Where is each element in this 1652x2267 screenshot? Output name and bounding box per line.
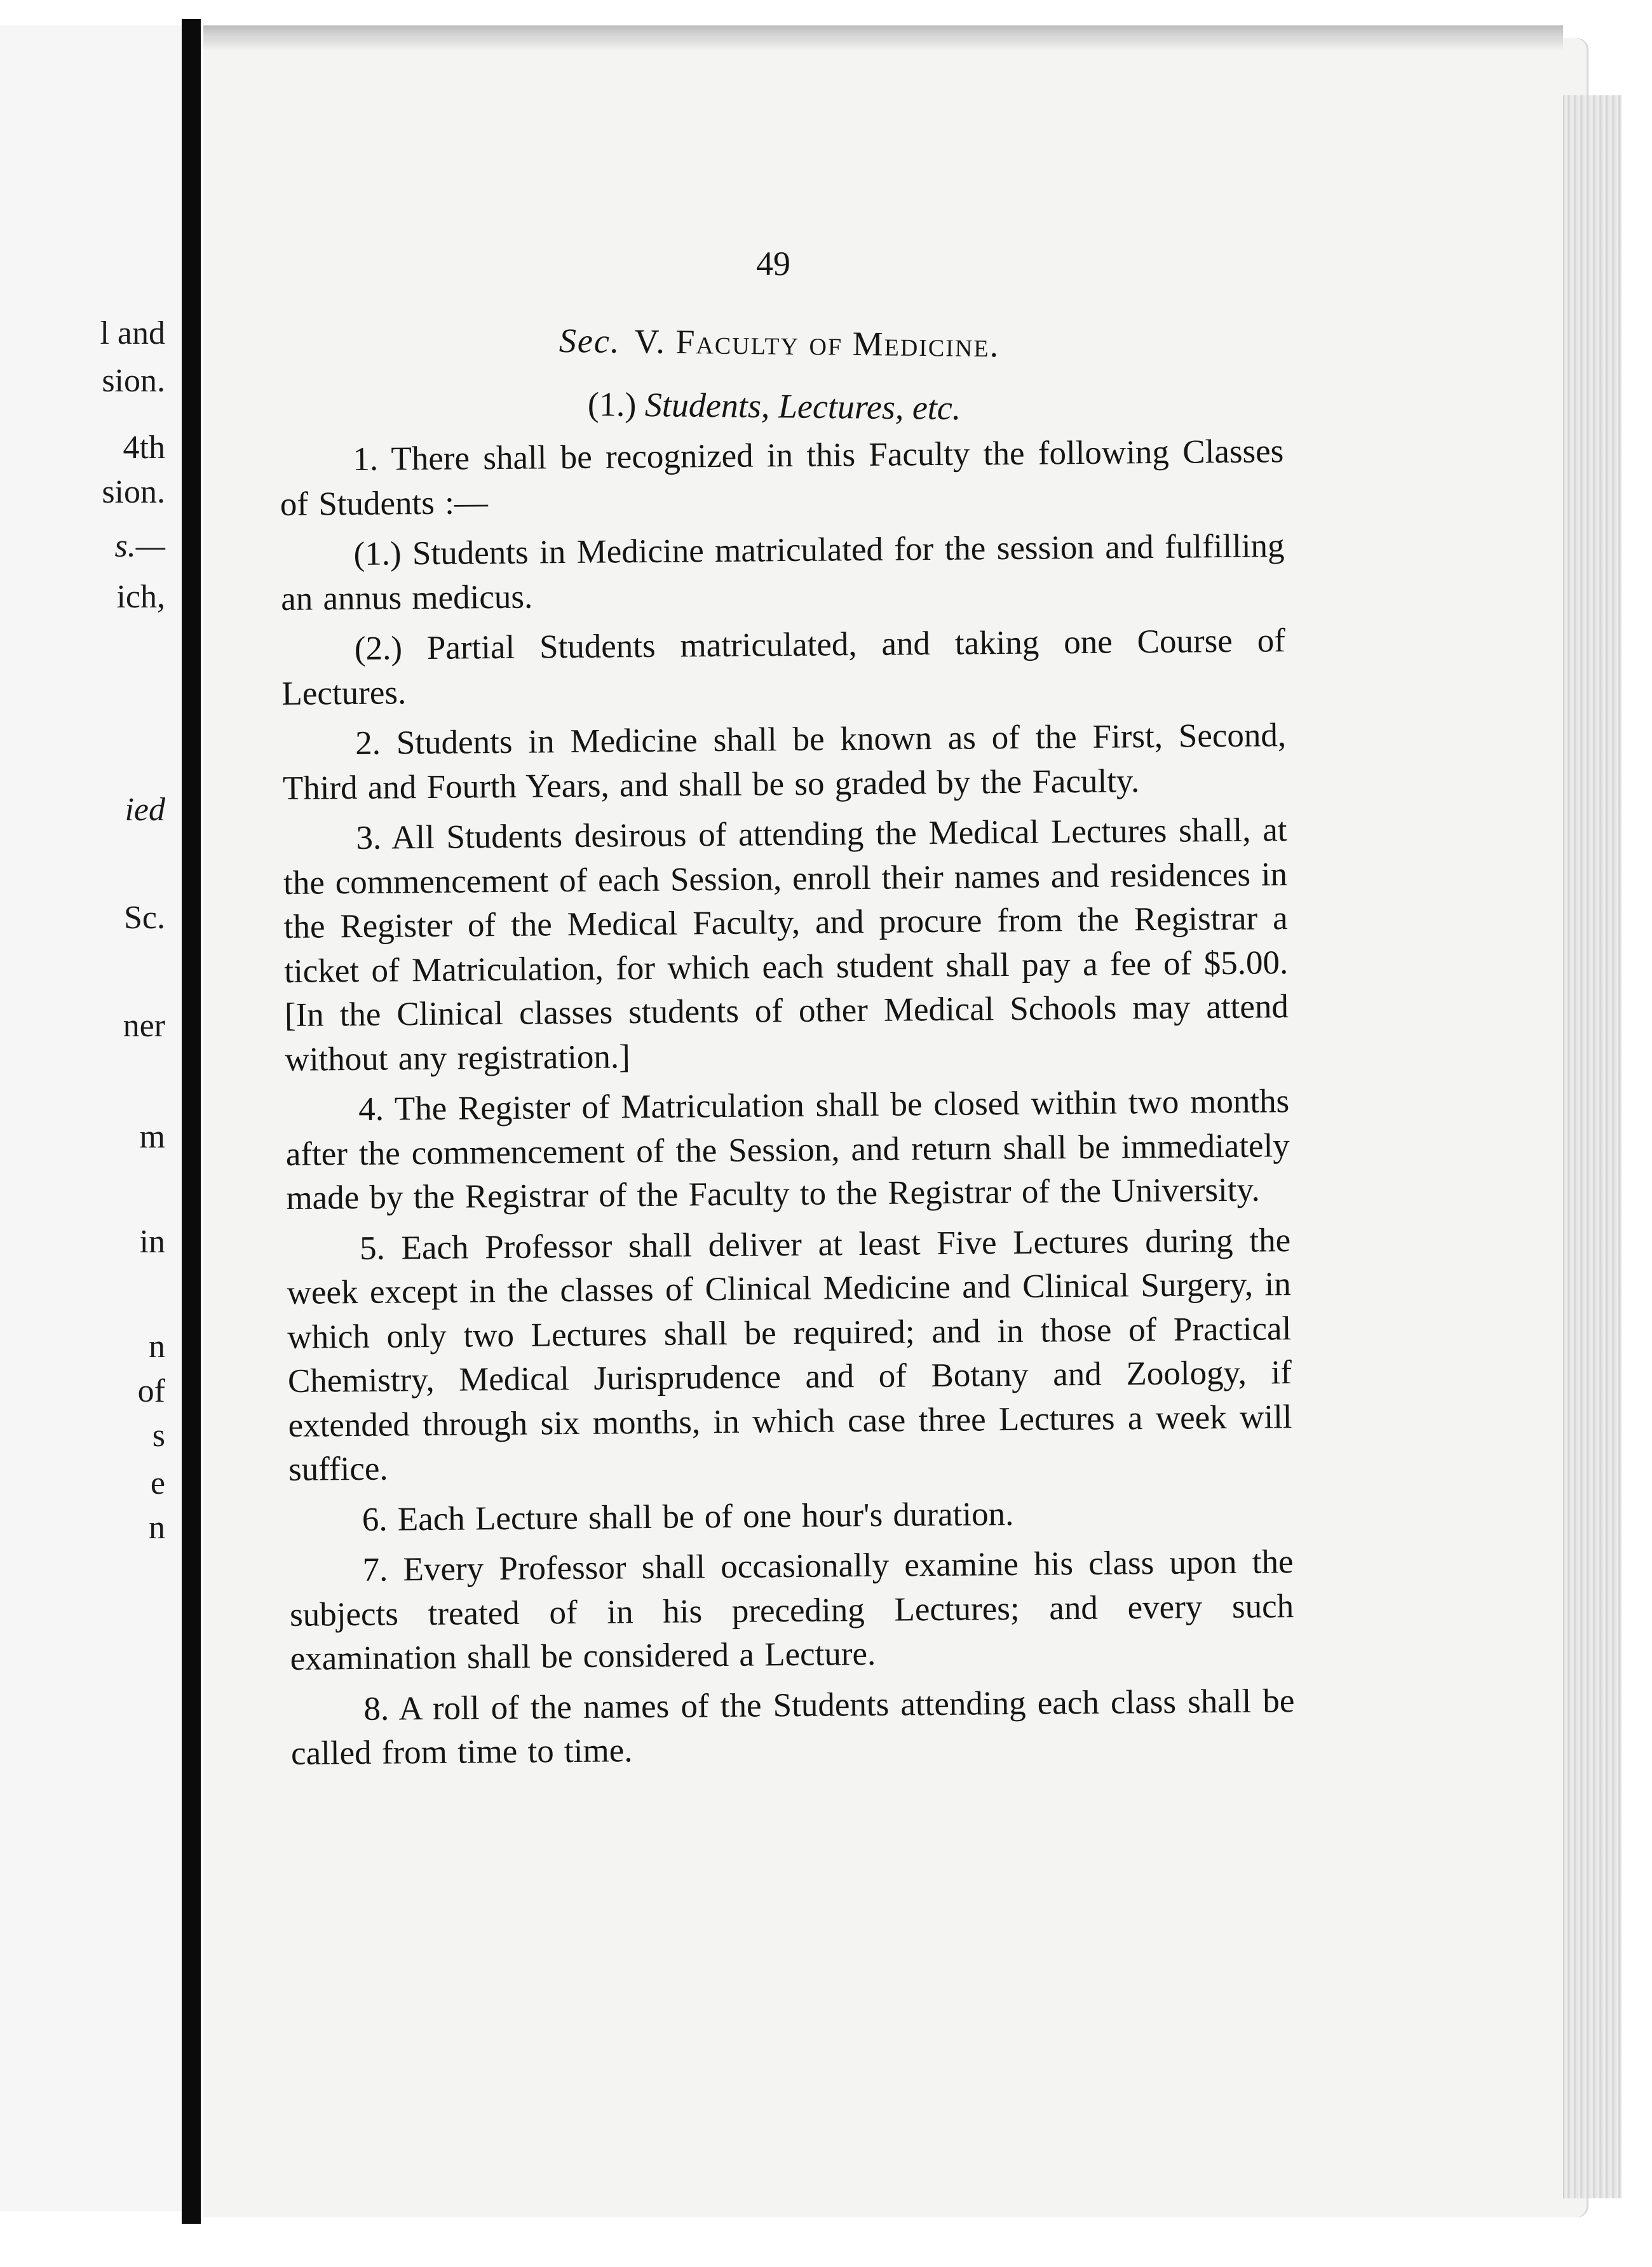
left-page-text-fragment: e [150,1465,165,1501]
left-page-text-fragment: l and [100,315,165,351]
page-top-shadow [203,25,1563,51]
left-page-text-fragment: s.— [114,528,165,564]
section-label: Sec. [559,321,621,361]
subsection-title: Students, Lectures, etc. [644,385,961,428]
paragraph: 8. A roll of the names of the Students attending each class shall be called from time to time. [290,1682,1295,1772]
paragraph: 1. There shall be recognized in this Faculty the following Classes of Students :— [280,433,1284,523]
paragraph: 5. Each Professor shall deliver at least Five Lectures during the week except in the classes of Clinical Medicine and Clinical Surgery, in which only two Lectures shall be required; and in those of Practical Chemistry, Medical Jurisprudence and of Botany and Zoology, if extended through six months, in which case three Lectures a week will suffice. [287,1221,1292,1488]
paragraph: 7. Every Professor shall occasionally examine his class upon the subjects treated of in his preceding Lectures; and every such examination shall be considered a Lecture. [289,1543,1294,1677]
subsection-heading [588,384,961,428]
left-page-text-fragment: ied [125,792,165,828]
paragraph: (2.) Partial Students matriculated, and taking one Course of Lectures. [281,622,1286,712]
left-page-fragment [0,25,184,2211]
paragraph: 6. Each Lecture shall be of one hour's duration. [362,1495,1014,1538]
page-body [280,430,1295,1782]
subsection-number: (1.) [587,385,637,424]
section-heading [559,321,1000,365]
section-title: V. Faculty of Medicine. [634,322,1000,365]
left-page-text-fragment: Sc. [124,900,165,936]
left-page-text-fragment: in [139,1224,165,1260]
left-page-text-fragment: 4th [123,430,165,466]
left-page-text-fragment: s [152,1418,165,1454]
page-stack-edge [1563,95,1622,2198]
paragraph: 4. The Register of Matriculation shall be closed within two months after the commencement of the Session, and return shall be immediately made by the Registrar of the Faculty to the Registrar of the University. [285,1083,1290,1217]
left-page-text-fragment: ner [123,1008,165,1044]
left-page-text-fragment: sion. [102,474,165,510]
left-page-text-fragment: sion. [102,363,165,399]
left-page-text-fragment: n [149,1510,165,1546]
left-page-text-fragment: ich, [116,579,165,615]
page-number: 49 [756,245,790,283]
paragraph: 3. All Students desirous of attending the Medical Lectures shall, at the commencement of each Session, enroll their names and residences in the Register of the Medical Faculty, and procure from the Registrar a ticket of Matriculation, for which each student shall pay a fee of $5.00. [In the Clinical classes students of other Medical Schools may attend without any registration.] [283,811,1289,1078]
left-page-text-fragment: of [137,1373,165,1409]
left-page-text-fragment: m [139,1119,165,1155]
left-page-text-fragment: n [149,1329,165,1365]
paragraph: 2. Students in Medicine shall be known as of the First, Second, Third and Fourth Years, and shall be so graded by the Faculty. [282,717,1287,807]
paragraph: (1.) Students in Medicine matriculated for the session and fulfilling an annus medicus. [280,527,1285,618]
book-gutter [182,19,201,2224]
